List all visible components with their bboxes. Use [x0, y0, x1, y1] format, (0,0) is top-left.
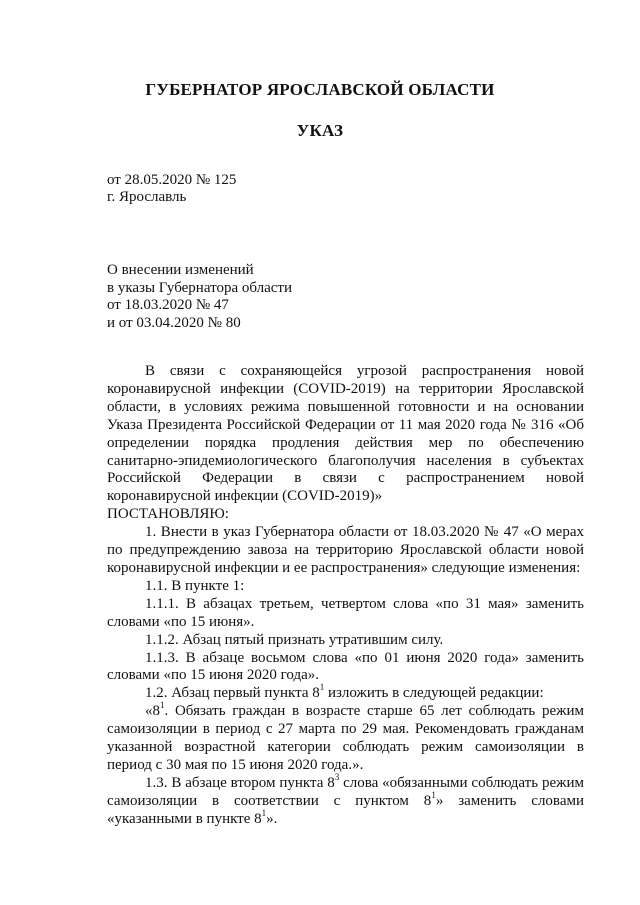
superscript: 3 [334, 771, 340, 782]
preamble-paragraph: В связи с сохраняющейся угрозой распространения новой коронавирусной инфекции (COVID-2019) на территории Ярославской области, в условиях режима повышенной готовности и на основании Указа Президента Российской Федерации от 11 мая 2020 года № 316 «Об определении порядка продления действия мер по обеспечению санитарно-эпидемиологического благополучия населения в субъектах Российской Федерации в связи с распространением новой коронавирусной инфекции (COVID-2019)» [107, 363, 584, 505]
superscript: 1 [261, 807, 267, 818]
superscript: 1 [160, 700, 165, 711]
subject-line: от 18.03.2020 № 47 [107, 297, 229, 313]
clause-text: слова «обязанными соблюдать режим самоизоляции в соответствии с пунктом 8 [107, 774, 584, 809]
clause-text: » заменить словами «указанными в пункте 8 [107, 792, 584, 827]
clause-text: изложить в следующей редакции: [324, 685, 544, 702]
clause-text: «8 [145, 703, 160, 720]
clause-1-1-3: 1.1.3. В абзаце восьмом слова «по 01 июня 2020 года» заменить словами «по 15 июня 2020 года». [107, 649, 584, 684]
issuing-authority-title: ГУБЕРНАТОР ЯРОСЛАВСКОЙ ОБЛАСТИ [145, 80, 495, 99]
clause-1-2 [107, 682, 584, 703]
clause-text: 1.3. В абзаце втором пункта 8 [145, 774, 335, 791]
clause-1-1: 1.1. В пункте 1: [145, 577, 245, 594]
clause-1-3 [107, 771, 584, 829]
clause-1-1-2: 1.1.2. Абзац пятый признать утратившим силу. [145, 631, 444, 648]
clause-text: . Обязать граждан в возрасте старше 65 лет соблюдать режим самоизоляции в период с 27 марта по 29 мая. Рекомендовать гражданам указанной возрастной категории соблюдать режим самоизоляции в период с 30 мая по 15 июня 2020 года.». [107, 703, 584, 773]
clause-1-1-1: 1.1.1. В абзацах третьем, четвертом слова «по 31 мая» заменить словами «по 15 июня». [107, 595, 584, 630]
place-of-issue: г. Ярославль [107, 189, 187, 205]
resolve-heading: ПОСТАНОВЛЯЮ: [107, 506, 229, 523]
superscript: 1 [431, 789, 436, 800]
document-subject [107, 262, 292, 332]
superscript: 1 [319, 682, 325, 693]
quoted-new-wording [107, 700, 584, 775]
clause-text: 1.2. Абзац первый пункта 8 [145, 685, 320, 702]
subject-line: в указы Губернатора области [107, 279, 293, 296]
date-and-number: от 28.05.2020 № 125 [107, 172, 237, 188]
document-meta [107, 172, 236, 206]
subject-line: и от 03.04.2020 № 80 [107, 314, 241, 331]
document-body [107, 363, 584, 829]
clause-1: 1. Внести в указ Губернатора области от 18.03.2020 № 47 «О мерах по предупреждению завоза на территорию Ярославской области новой коронавирусной инфекции и ее распространения» следующие изменения: [107, 524, 584, 576]
subject-line: О внесении изменений [107, 262, 254, 278]
document-type-title: УКАЗ [296, 121, 344, 140]
clause-text: ». [266, 810, 278, 827]
